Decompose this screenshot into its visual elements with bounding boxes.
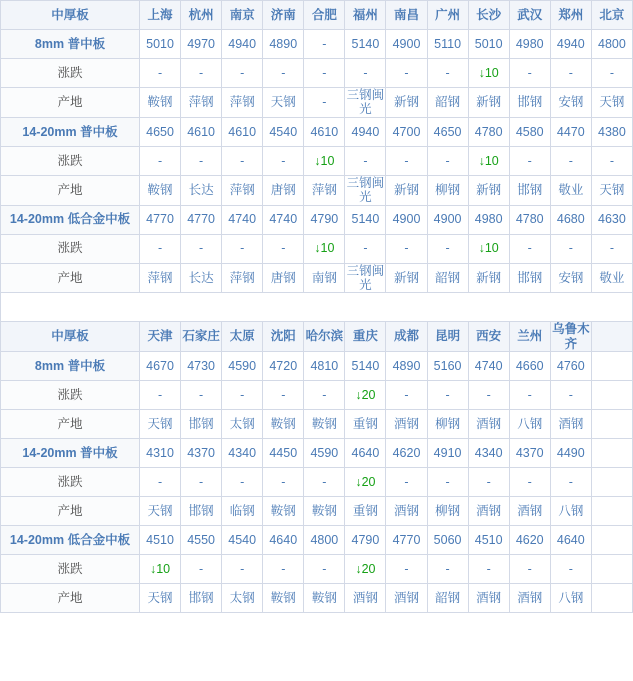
change-cell: - [509,468,550,497]
change-cell: - [222,234,263,263]
change-cell: - [222,468,263,497]
change-cell: - [591,59,632,88]
price-cell [591,526,632,555]
change-cell: - [591,234,632,263]
origin-cell: 酒钢 [386,584,427,613]
table-row [1,175,633,205]
change-cell: - [550,146,591,175]
change-cell: - [304,59,345,88]
origin-cell: - [304,88,345,118]
price-cell: 4980 [509,30,550,59]
change-cell: - [509,381,550,410]
change-cell: - [263,234,304,263]
price-cell: 4540 [263,117,304,146]
price-cell: 4630 [591,205,632,234]
price-cell: 5140 [345,352,386,381]
price-cell: 4620 [509,526,550,555]
price-cell: 4650 [140,117,181,146]
price-cell: 4900 [427,205,468,234]
price-cell: 4770 [140,205,181,234]
price-cell: 4740 [222,205,263,234]
origin-cell: 萍钢 [222,263,263,293]
price-cell: 5140 [345,205,386,234]
row-label-change: 涨跌 [1,59,140,88]
origin-cell: 长达 [181,175,222,205]
table-row [1,30,633,59]
price-cell: 4640 [345,439,386,468]
price-cell: 4340 [222,439,263,468]
city-header-10: 兰州 [509,322,550,352]
change-cell: - [427,59,468,88]
table-row [1,439,633,468]
origin-cell: 酒钢 [386,410,427,439]
price-cell: 4980 [468,205,509,234]
change-cell: - [263,146,304,175]
change-cell [345,555,386,584]
origin-cell: 八钢 [509,410,550,439]
price-cell: 4940 [550,30,591,59]
origin-cell [591,584,632,613]
price-cell: 4510 [468,526,509,555]
price-cell: 4370 [181,439,222,468]
origin-cell: 长达 [181,263,222,293]
origin-cell: 安钢 [550,88,591,118]
origin-cell: 鞍钢 [263,497,304,526]
change-cell: - [509,234,550,263]
change-cell [468,234,509,263]
change-cell: - [386,146,427,175]
price-cell: 4890 [263,30,304,59]
change-cell [468,146,509,175]
change-cell: - [181,234,222,263]
price-cell [591,439,632,468]
change-cell: - [304,468,345,497]
city-header-4: 沈阳 [263,322,304,352]
row-label-spec: 14-20mm 低合金中板 [1,205,140,234]
origin-cell: 韶钢 [427,88,468,118]
change-cell: - [222,381,263,410]
origin-cell: 唐钢 [263,175,304,205]
origin-cell: 邯钢 [181,497,222,526]
down-arrow-icon: ↓20 [355,561,376,576]
price-cell: 5010 [140,30,181,59]
city-header-10: 武汉 [509,1,550,30]
price-cell: 4610 [304,117,345,146]
price-cell: - [304,30,345,59]
change-cell: - [550,59,591,88]
origin-cell: 邯钢 [181,410,222,439]
table-row [1,497,633,526]
origin-cell: 邯钢 [509,88,550,118]
change-cell: - [468,555,509,584]
row-label-spec: 8mm 普中板 [1,352,140,381]
change-cell: - [263,468,304,497]
row-label-origin: 产地 [1,175,140,205]
change-cell: - [427,468,468,497]
change-cell [591,468,632,497]
price-cell: 4380 [591,117,632,146]
origin-cell: 酒钢 [550,410,591,439]
row-label-origin: 产地 [1,263,140,293]
change-cell: - [181,468,222,497]
row-label-change: 涨跌 [1,381,140,410]
change-cell: - [222,59,263,88]
origin-cell: 柳钢 [427,175,468,205]
origin-cell: 鞍钢 [304,584,345,613]
change-cell: - [222,146,263,175]
origin-cell: 邯钢 [181,584,222,613]
change-cell: - [304,555,345,584]
change-cell: - [427,146,468,175]
origin-cell: 重钢 [345,497,386,526]
table-row [1,584,633,613]
table-row [1,381,633,410]
price-cell: 4890 [386,352,427,381]
table-row [1,205,633,234]
change-cell: - [263,555,304,584]
price-cell: 5010 [468,30,509,59]
change-cell: - [140,381,181,410]
city-header-8: 昆明 [427,322,468,352]
origin-cell: 萍钢 [222,175,263,205]
row-label-spec: 14-20mm 普中板 [1,117,140,146]
row-label-change: 涨跌 [1,468,140,497]
category-header-label: 中厚板 [1,1,140,30]
table-header-row [1,322,633,352]
city-header-7: 南昌 [386,1,427,30]
change-cell: - [386,381,427,410]
change-cell: - [509,146,550,175]
origin-cell: 酒钢 [509,497,550,526]
change-cell: - [550,468,591,497]
origin-cell: 重钢 [345,410,386,439]
down-arrow-icon: ↓10 [314,241,335,256]
change-cell: - [468,468,509,497]
change-cell: - [263,381,304,410]
row-label-spec: 14-20mm 低合金中板 [1,526,140,555]
price-cell: 4940 [222,30,263,59]
table-row [1,263,633,293]
table-row [1,410,633,439]
price-cell: 4700 [386,117,427,146]
price-cell: 4900 [386,30,427,59]
price-cell: 4800 [591,30,632,59]
down-arrow-icon: ↓10 [478,241,499,256]
city-header-3: 太原 [222,322,263,352]
price-cell: 4640 [263,526,304,555]
origin-cell: 三钢闽光 [346,263,385,292]
change-cell: - [140,59,181,88]
down-arrow-icon: ↓10 [478,65,499,80]
city-header-4: 济南 [263,1,304,30]
change-cell [304,234,345,263]
change-cell: - [550,555,591,584]
origin-cell: 天钢 [140,497,181,526]
price-cell: 4550 [181,526,222,555]
change-cell: - [140,146,181,175]
city-header-5: 合肥 [304,1,345,30]
origin-cell: 酒钢 [509,584,550,613]
origin-cell: 韶钢 [427,263,468,293]
down-arrow-icon: ↓10 [478,153,499,168]
price-cell: 4640 [550,526,591,555]
price-cell: 4780 [468,117,509,146]
row-label-change: 涨跌 [1,234,140,263]
origin-cell: 萍钢 [181,88,222,118]
origin-cell: 邯钢 [509,263,550,293]
change-cell: - [304,381,345,410]
change-cell [304,146,345,175]
change-cell: - [427,381,468,410]
city-header-1: 上海 [140,1,181,30]
table-row [1,352,633,381]
origin-cell: 八钢 [550,497,591,526]
change-cell: - [468,381,509,410]
city-header-5: 哈尔滨 [304,322,345,352]
change-cell: - [386,234,427,263]
origin-cell: 天钢 [591,88,632,118]
change-cell [591,381,632,410]
price-cell: 5140 [345,30,386,59]
price-cell: 4650 [427,117,468,146]
origin-cell: 酒钢 [468,410,509,439]
origin-cell: 鞍钢 [263,410,304,439]
row-label-origin: 产地 [1,497,140,526]
origin-cell: 鞍钢 [304,410,345,439]
origin-cell: 天钢 [591,175,632,205]
price-cell: 4910 [427,439,468,468]
city-header-8: 广州 [427,1,468,30]
origin-cell: 天钢 [140,410,181,439]
table-row [1,234,633,263]
origin-cell: 萍钢 [222,88,263,118]
origin-cell: 新钢 [468,175,509,205]
change-cell: - [550,381,591,410]
price-cell: 4740 [263,205,304,234]
price-cell: 5160 [427,352,468,381]
city-header-9: 西安 [468,322,509,352]
city-header-11: 乌鲁木齐 [552,322,590,351]
table-row [1,117,633,146]
row-label-spec: 14-20mm 普中板 [1,439,140,468]
city-header-1: 天津 [140,322,181,352]
change-cell: - [222,555,263,584]
price-cell: 4940 [345,117,386,146]
origin-cell: 酒钢 [345,584,386,613]
price-cell: 4580 [509,117,550,146]
change-cell: - [345,146,386,175]
category-header-label: 中厚板 [1,322,140,352]
price-cell: 4490 [550,439,591,468]
change-cell: - [140,234,181,263]
price-cell: 4670 [140,352,181,381]
city-header-2: 杭州 [181,1,222,30]
change-cell: - [509,59,550,88]
change-cell: - [427,234,468,263]
city-header-2: 石家庄 [181,322,222,352]
origin-cell: 敬业 [591,263,632,293]
price-cell: 4740 [468,352,509,381]
city-header-9: 长沙 [468,1,509,30]
change-cell: - [181,146,222,175]
origin-cell [591,497,632,526]
price-cell: 4810 [304,352,345,381]
origin-cell: 新钢 [386,263,427,293]
origin-cell: 唐钢 [263,263,304,293]
city-header-3: 南京 [222,1,263,30]
price-cell: 4720 [263,352,304,381]
city-header-6: 重庆 [345,322,386,352]
price-cell: 4680 [550,205,591,234]
row-label-origin: 产地 [1,410,140,439]
origin-cell: 鞍钢 [304,497,345,526]
change-cell: - [591,146,632,175]
row-label-origin: 产地 [1,584,140,613]
origin-cell: 鞍钢 [140,175,181,205]
origin-cell: 敬业 [550,175,591,205]
city-header-11: 郑州 [550,1,591,30]
row-label-spec: 8mm 普中板 [1,30,140,59]
origin-cell: 三钢闽光 [346,88,385,117]
origin-cell: 鞍钢 [140,88,181,118]
price-cell: 4790 [304,205,345,234]
origin-cell: 八钢 [550,584,591,613]
change-cell: - [181,555,222,584]
change-cell: - [345,234,386,263]
change-cell: - [386,468,427,497]
origin-cell: 天钢 [140,584,181,613]
origin-cell: 萍钢 [140,263,181,293]
origin-cell: 酒钢 [468,497,509,526]
price-cell: 4790 [345,526,386,555]
origin-cell: 韶钢 [427,584,468,613]
change-cell: - [181,59,222,88]
down-arrow-icon: ↓10 [314,153,335,168]
change-cell: - [263,59,304,88]
origin-cell: 新钢 [468,263,509,293]
change-cell [345,381,386,410]
table-row [1,555,633,584]
city-header-6: 福州 [345,1,386,30]
table-row [1,146,633,175]
change-cell [140,555,181,584]
price-cell: 4800 [304,526,345,555]
origin-cell: 柳钢 [427,497,468,526]
price-cell: 5060 [427,526,468,555]
price-cell: 4610 [222,117,263,146]
price-cell: 4510 [140,526,181,555]
price-cell: 4590 [222,352,263,381]
origin-cell: 酒钢 [386,497,427,526]
price-cell: 4900 [386,205,427,234]
price-cell: 4780 [509,205,550,234]
change-cell: - [181,381,222,410]
table-row [1,59,633,88]
row-label-origin: 产地 [1,88,140,118]
origin-cell: 邯钢 [509,175,550,205]
price-cell: 4730 [181,352,222,381]
city-header-12 [591,322,632,352]
block-spacer-cell [1,293,633,322]
change-cell: - [140,468,181,497]
origin-cell: 三钢闽光 [346,175,385,205]
change-cell: - [427,555,468,584]
city-header-7: 成都 [386,322,427,352]
block-spacer [1,293,633,322]
row-label-change: 涨跌 [1,555,140,584]
price-cell: 4590 [304,439,345,468]
price-cell: 4310 [140,439,181,468]
price-cell: 4760 [550,352,591,381]
origin-cell: 临钢 [222,497,263,526]
change-cell [591,555,632,584]
price-cell: 4470 [550,117,591,146]
table-row [1,468,633,497]
table-body [1,1,633,613]
change-cell: - [550,234,591,263]
price-cell: 4770 [181,205,222,234]
row-label-change: 涨跌 [1,146,140,175]
price-cell: 4970 [181,30,222,59]
price-cell: 4450 [263,439,304,468]
origin-cell: 新钢 [468,88,509,118]
price-cell: 5110 [427,30,468,59]
down-arrow-icon: ↓10 [149,561,171,576]
table-header-row [1,1,633,30]
origin-cell: 南钢 [304,263,345,293]
origin-cell: 鞍钢 [263,584,304,613]
price-cell: 4620 [386,439,427,468]
price-cell: 4540 [222,526,263,555]
origin-cell: 酒钢 [468,584,509,613]
origin-cell: 太钢 [222,584,263,613]
change-cell [468,59,509,88]
origin-cell: 柳钢 [427,410,468,439]
origin-cell: 新钢 [386,175,427,205]
change-cell: - [345,59,386,88]
origin-cell: 萍钢 [304,175,345,205]
table-row [1,88,633,118]
origin-cell: 太钢 [222,410,263,439]
change-cell [345,468,386,497]
price-cell: 4770 [386,526,427,555]
price-cell: 4660 [509,352,550,381]
origin-cell [591,410,632,439]
origin-cell: 天钢 [263,88,304,118]
change-cell: - [386,555,427,584]
price-cell: 4340 [468,439,509,468]
origin-cell: 新钢 [386,88,427,118]
down-arrow-icon: ↓20 [355,474,376,489]
change-cell: - [509,555,550,584]
price-cell [591,352,632,381]
price-cell: 4610 [181,117,222,146]
table-row [1,526,633,555]
price-cell: 4370 [509,439,550,468]
city-header-12: 北京 [591,1,632,30]
down-arrow-icon: ↓20 [355,387,376,402]
origin-cell: 安钢 [550,263,591,293]
change-cell: - [386,59,427,88]
